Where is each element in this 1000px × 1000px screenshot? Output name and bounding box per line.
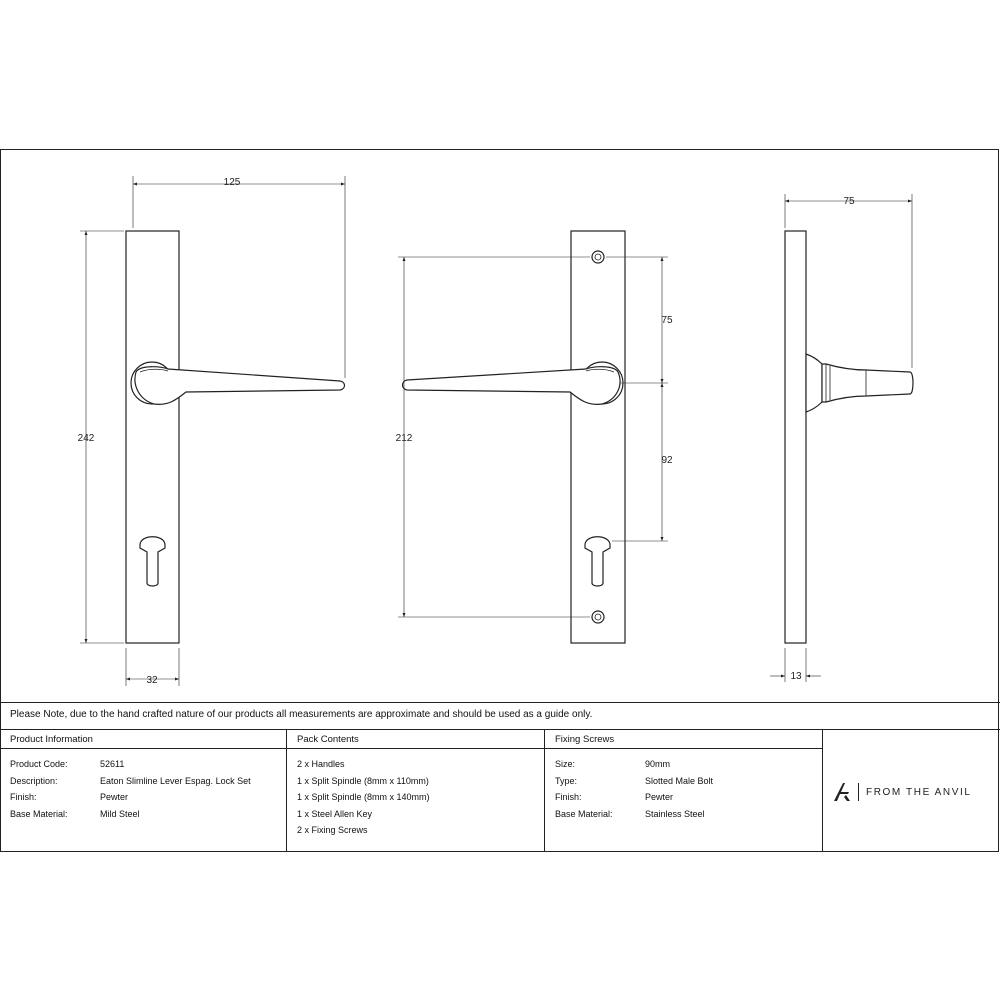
info-label: Type: <box>555 775 578 786</box>
list-item: 2 x Handles <box>297 759 345 769</box>
measurement-note: Please Note, due to the hand crafted nature of our products all measurements are approximate and should be used as a guide only. <box>10 709 593 720</box>
dim-rear-upper: 75 <box>661 315 673 326</box>
pack-contents-heading: Pack Contents <box>297 734 359 745</box>
info-row <box>10 773 251 790</box>
info-value: 90mm <box>645 759 671 769</box>
pack-contents-section <box>287 730 544 851</box>
dim-side-thickness: 13 <box>790 671 802 682</box>
product-information-section <box>0 730 286 851</box>
info-row <box>555 789 713 806</box>
info-value: Stainless Steel <box>645 808 705 819</box>
rear-lever <box>403 367 621 405</box>
fixing-screws-rows <box>555 756 713 822</box>
dim-front-height: 242 <box>77 433 95 444</box>
dim-rear-total: 212 <box>395 433 413 444</box>
info-label: Base Material: <box>10 808 68 819</box>
list-item: 1 x Split Spindle (8mm x 140mm) <box>297 792 430 802</box>
pack-contents-list <box>297 756 430 839</box>
info-value: Pewter <box>100 792 129 802</box>
fixing-screws-section <box>545 730 822 851</box>
info-label: Base Material: <box>555 808 613 819</box>
info-row <box>555 806 713 823</box>
side-view <box>785 231 913 643</box>
info-label: Size: <box>555 759 576 769</box>
info-label: Description: <box>10 775 58 786</box>
info-row <box>555 756 713 773</box>
note-divider-top <box>0 702 1000 703</box>
dim-front-width: 125 <box>223 177 241 188</box>
brand-name: FROM THE ANVIL <box>866 786 972 798</box>
list-item: 1 x Steel Allen Key <box>297 808 373 819</box>
anvil-a-logo-icon <box>832 781 854 803</box>
front-lever <box>135 367 345 405</box>
side-lever-profile <box>822 364 913 402</box>
front-view <box>126 231 345 643</box>
dim-rear-lower: 92 <box>661 455 673 466</box>
info-row <box>10 806 251 823</box>
rear-view <box>403 231 626 643</box>
info-value: Mild Steel <box>100 808 140 819</box>
side-backplate <box>785 231 806 643</box>
side-rose-profile <box>806 354 822 412</box>
info-row <box>555 773 713 790</box>
dim-front-plate-width: 32 <box>146 675 158 686</box>
info-row <box>10 756 251 773</box>
info-value: Slotted Male Bolt <box>645 775 714 786</box>
info-value: Pewter <box>645 792 674 802</box>
product-information-heading: Product Information <box>10 734 93 745</box>
product-information-rows <box>10 756 251 822</box>
dim-side-projection: 75 <box>843 196 855 207</box>
list-item: 1 x Split Spindle (8mm x 110mm) <box>297 775 429 786</box>
list-item: 2 x Fixing Screws <box>297 825 368 835</box>
info-label: Product Code: <box>10 759 68 769</box>
info-label: Finish: <box>10 792 37 802</box>
info-value: 52611 <box>100 759 125 769</box>
fixing-screws-heading: Fixing Screws <box>555 734 615 745</box>
info-value: Eaton Slimline Lever Espag. Lock Set <box>100 775 251 786</box>
brand-logo <box>832 781 972 803</box>
info-label: Finish: <box>555 792 582 802</box>
info-row <box>10 789 251 806</box>
